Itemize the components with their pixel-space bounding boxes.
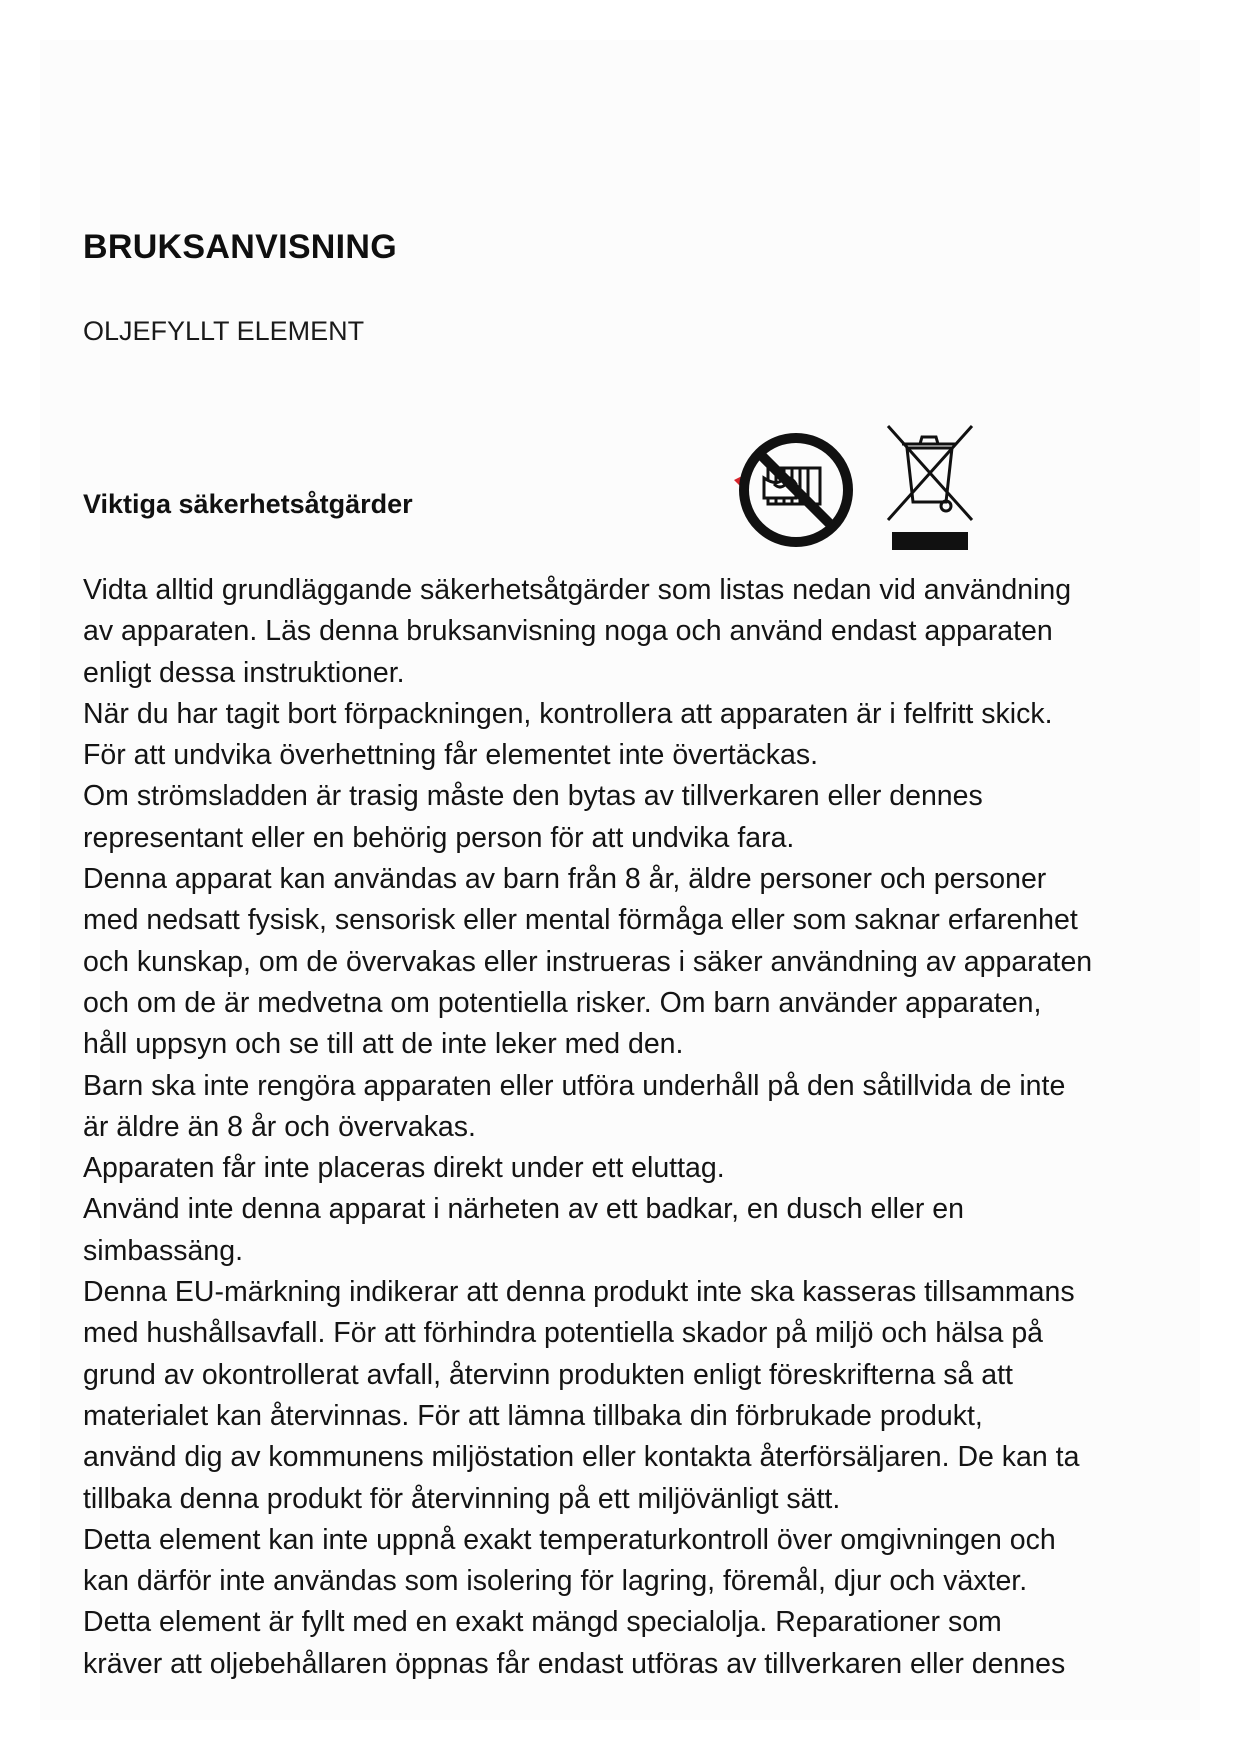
paragraph-8: Använd inte denna apparat i närheten av ett badkar, en dusch eller en simbassäng.	[83, 1193, 964, 1267]
do-not-cover-icon	[730, 428, 860, 553]
paragraph-10: Detta element kan inte uppnå exakt temperaturkontroll över omgivningen och kan därför inte användas som isolering för lagring, föremål, djur och växter.	[83, 1523, 1056, 1598]
section-heading: Viktiga säkerhetsåtgärder	[83, 489, 413, 519]
safety-instructions-text	[83, 570, 1193, 1685]
paragraph-9: Denna EU-märkning indikerar att denna produkt inte ska kasseras tillsammans med hushållsavfall. För att förhindra potentiella skador på miljö och hälsa på grund av okontrollerat avfall, återvinn produkten enligt föreskrifterna så att materialet kan återvinnas. För att lämna tillbaka din förbrukade produkt, använd dig av kommunens miljöstation eller kontakta återförsäljaren. De kan ta tillbaka denna produkt för återvinning på ett miljövänligt sätt.	[83, 1276, 1080, 1515]
crossed-out-wheelie-bin-icon	[880, 420, 980, 555]
paragraph-11: Detta element är fyllt med en exakt mängd specialolja. Reparationer som kräver att oljebehållaren öppnas får endast utföras av tillverkaren eller dennes	[83, 1606, 1066, 1680]
paragraph-4: Om strömsladden är trasig måste den bytas av tillverkaren eller dennes representant eller en behörig person för att undvika fara.	[83, 780, 983, 854]
paragraph-2: När du har tagit bort förpackningen, kontrollera att apparaten är i felfritt skick.	[83, 697, 1053, 730]
document-title: BRUKSANVISNING	[83, 228, 398, 266]
paragraph-6: Barn ska inte rengöra apparaten eller utföra underhåll på den såtillvida de inte är äldre än 8 år och övervakas.	[83, 1069, 1066, 1143]
paragraph-1: Vidta alltid grundläggande säkerhetsåtgärder som listas nedan vid användning av apparaten. Läs denna bruksanvisning noga och använd endast apparaten enligt dessa instruktioner.	[83, 574, 1072, 689]
paragraph-7: Apparaten får inte placeras direkt under ett eluttag.	[83, 1152, 725, 1185]
paragraph-5: Denna apparat kan användas av barn från 8 år, äldre personer och personer med nedsatt fysisk, sensorisk eller mental förmåga eller som saknar erfarenhet och kunskap, om de övervakas eller instrueras i säker användning av apparaten och om de är medvetna om potentiella risker. Om barn använder apparaten, håll uppsyn och se till att de inte leker med den.	[83, 863, 1093, 1061]
symbol-group	[730, 420, 990, 560]
paragraph-3: För att undvika överhettning får elementet inte övertäckas.	[83, 739, 819, 772]
document-subtitle: OLJEFYLLT ELEMENT	[83, 316, 365, 346]
